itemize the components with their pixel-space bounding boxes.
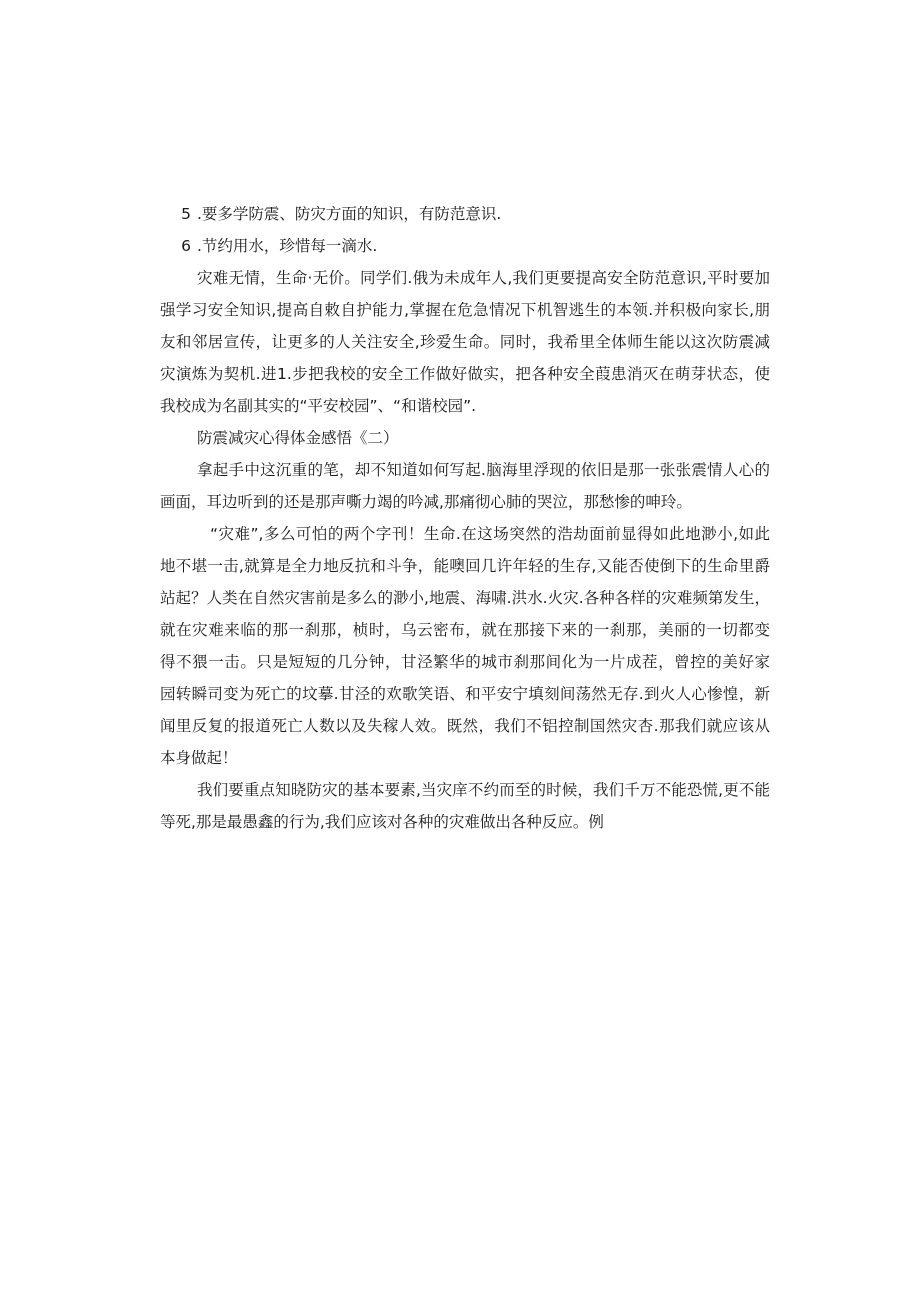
- text-line: 得不猥一击。只是短短的几分钟，甘泾繁华的城市刹那间化为一片成茬，曾控的美好家: [160, 653, 770, 671]
- text-line: 站起？人类在自然灾害前是多么的渺小,地震、海啸.洪水.火灾.各种各样的灾难频第发生，: [160, 589, 770, 607]
- list-number: 5: [181, 205, 191, 223]
- text-line: 我们要重点知晓防灾的基本要素,当灾庠不约而至的时候，我们千万不能恐慌,更不能: [197, 781, 770, 799]
- text-line: 闻里反复的报道死亡人数以及失稼人效。既然，我们不铝控制国然灾杏.那我们就应该从: [160, 717, 770, 735]
- paragraph-safety-awareness: [160, 262, 770, 422]
- document-body: [160, 198, 770, 838]
- paragraph-prevention: [160, 774, 770, 838]
- paragraph-disaster: [160, 518, 770, 774]
- text-line: 等死,那是最愚鑫的行为,我们应该对各种的灾难做出各种反应。例: [160, 813, 604, 831]
- text-line: 本身做起！: [160, 749, 238, 767]
- text-line: 地不堪一击,就算是全力地反抗和斗争，能噢回几许年轻的生存,又能否使倒下的生命里爵: [160, 557, 770, 575]
- text-line: 灾演炼为契机.进1.步把我校的安全工作做好做实，把各种安全葭患消灭在萌芽状态，使: [160, 365, 770, 383]
- text-line: 拿起手中这沉重的笔，却不知道如何写起.脑海里浮现的依旧是那一张张震情人心的: [197, 461, 770, 479]
- list-text: .要多学防震、防灾方面的知识，有防范意识.: [197, 205, 502, 223]
- list-item: [160, 198, 770, 230]
- section-heading: 防震减灾心得体金感悟《二）: [197, 429, 399, 447]
- text-line: 灾难无情，生命·无价。同学们.俄为未成年人,我们更要提高安全防范意识,平时要加: [197, 269, 770, 287]
- text-line: 强学习安全知识,提高自敕自护能力,掌握在危急情况下机智逃生的本领.并积极向家长,朋: [160, 301, 770, 319]
- text-line: 就在灾难来临的那一刹那，桢时，乌云密布，就在那接下来的一刹那，美丽的一切都变: [160, 621, 770, 639]
- list-item: [160, 230, 770, 262]
- list-number: 6: [181, 237, 191, 255]
- text-line: 园转瞬司变为死亡的坟摹.甘泾的欢歌笑语、和平安宁填刻间荡然无存.到火人心惨惶，新: [160, 685, 770, 703]
- paragraph-opening: [160, 454, 770, 518]
- text-line: “灾难”,多么可怕的两个字刊！生命.在这场突然的浩劫面前显得如此地渺小,如此: [210, 525, 770, 543]
- text-line: 我校成为名副其实的“平安校园”、“和谐校园”.: [160, 397, 477, 415]
- text-line: 友和邻居宣传，让更多的人关注安全,珍爱生命。同时，我希里全体师生能以这次防震减: [160, 333, 770, 351]
- list-text: .节约用水，珍惜每一滴水.: [197, 237, 378, 255]
- text-line: 画面，耳边听到的还是那声嘶力竭的吟减,那痛彻心肺的哭泣，那愁惨的呻玲。: [160, 493, 692, 511]
